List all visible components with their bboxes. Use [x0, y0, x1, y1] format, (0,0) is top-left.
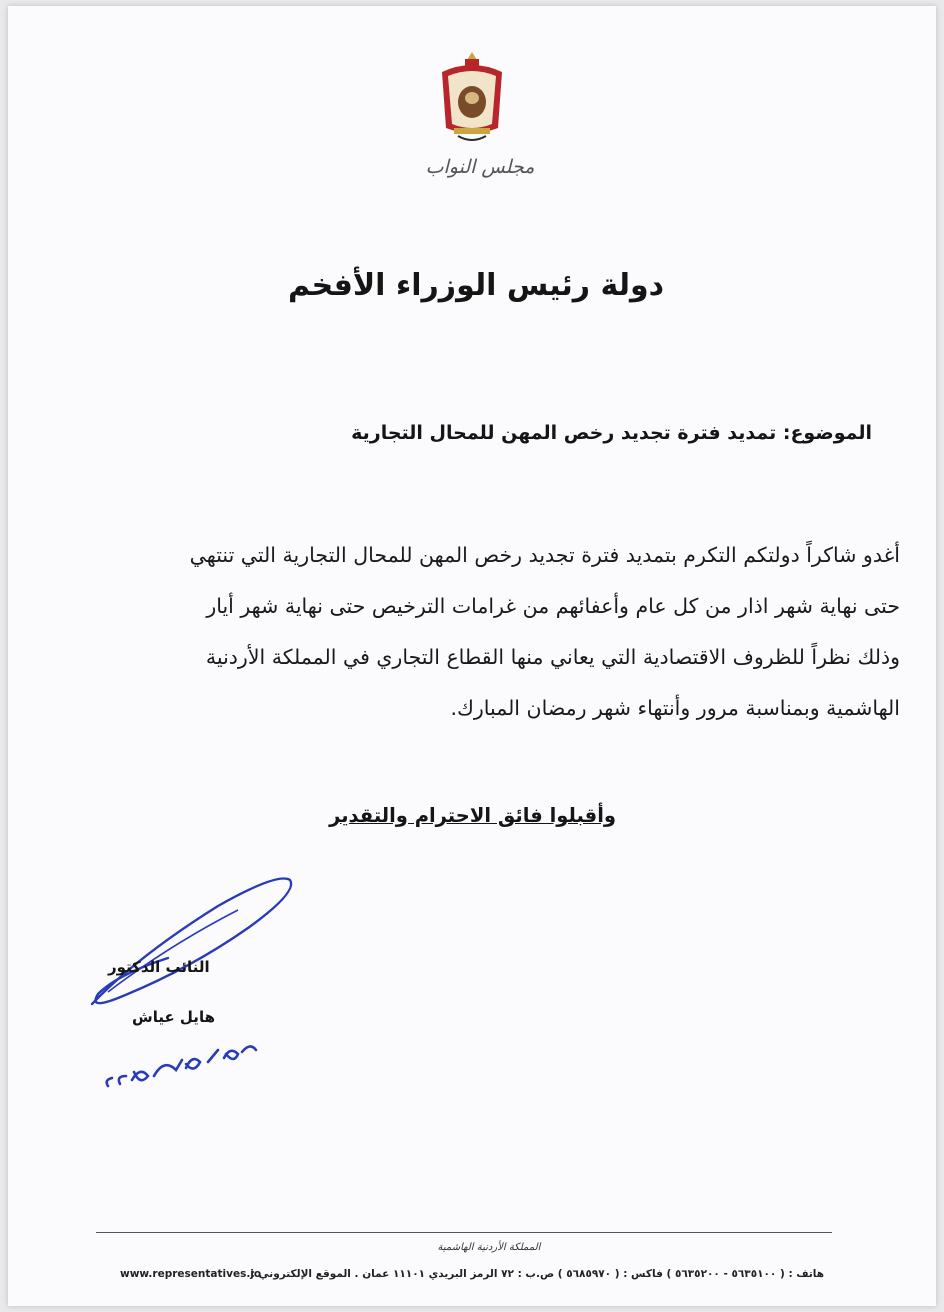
signatory-title: النائب الدكتور: [108, 958, 210, 976]
footer-org-name: المملكة الأردنية الهاشمية: [437, 1242, 541, 1253]
closing-line: وأقبلوا فائق الاحترام والتقدير: [329, 804, 616, 827]
footer-contact-info: هاتف : ( ٥٦٣٥١٠٠ - ٥٦٣٥٢٠٠ ) فاكس : ( ٥٦٨٥٩٧٠ ) ص.ب : ٧٢ الرمز البريدي ١١١٠١ عمان . الموقع الإلكتروني :: [250, 1268, 824, 1280]
body-line: حتى نهاية شهر اذار من كل عام وأعفائهم من غرامات الترخيص حتى نهاية شهر أيار: [206, 594, 900, 618]
signatory-name: هايل عياش: [132, 1008, 215, 1026]
handwritten-signature: [78, 866, 318, 1016]
body-line: الهاشمية وبمناسبة مرور وأنتهاء شهر رمضان المبارك.: [450, 696, 900, 720]
subject-line: الموضوع: تمديد فترة تجديد رخص المهن للمحال التجارية: [351, 422, 872, 444]
addressee-heading: دولة رئيس الوزراء الأفخم: [288, 268, 664, 303]
footer-website-link[interactable]: www.representatives.jo: [120, 1268, 262, 1280]
handwritten-date: [102, 1024, 272, 1104]
jordan-coat-of-arms-emblem: [432, 50, 512, 146]
letter-page: [8, 6, 936, 1306]
body-line: وذلك نظراً للظروف الاقتصادية التي يعاني منها القطاع التجاري في المملكة الأردنية: [205, 645, 900, 669]
letter-body: [120, 530, 900, 734]
council-logo-text: مجلس النواب: [425, 156, 535, 178]
footer-divider: [96, 1232, 832, 1233]
body-line: أغدو شاكراً دولتكم التكرم بتمديد فترة تجديد رخص المهن للمحال التجارية التي تنتهي: [189, 543, 900, 567]
